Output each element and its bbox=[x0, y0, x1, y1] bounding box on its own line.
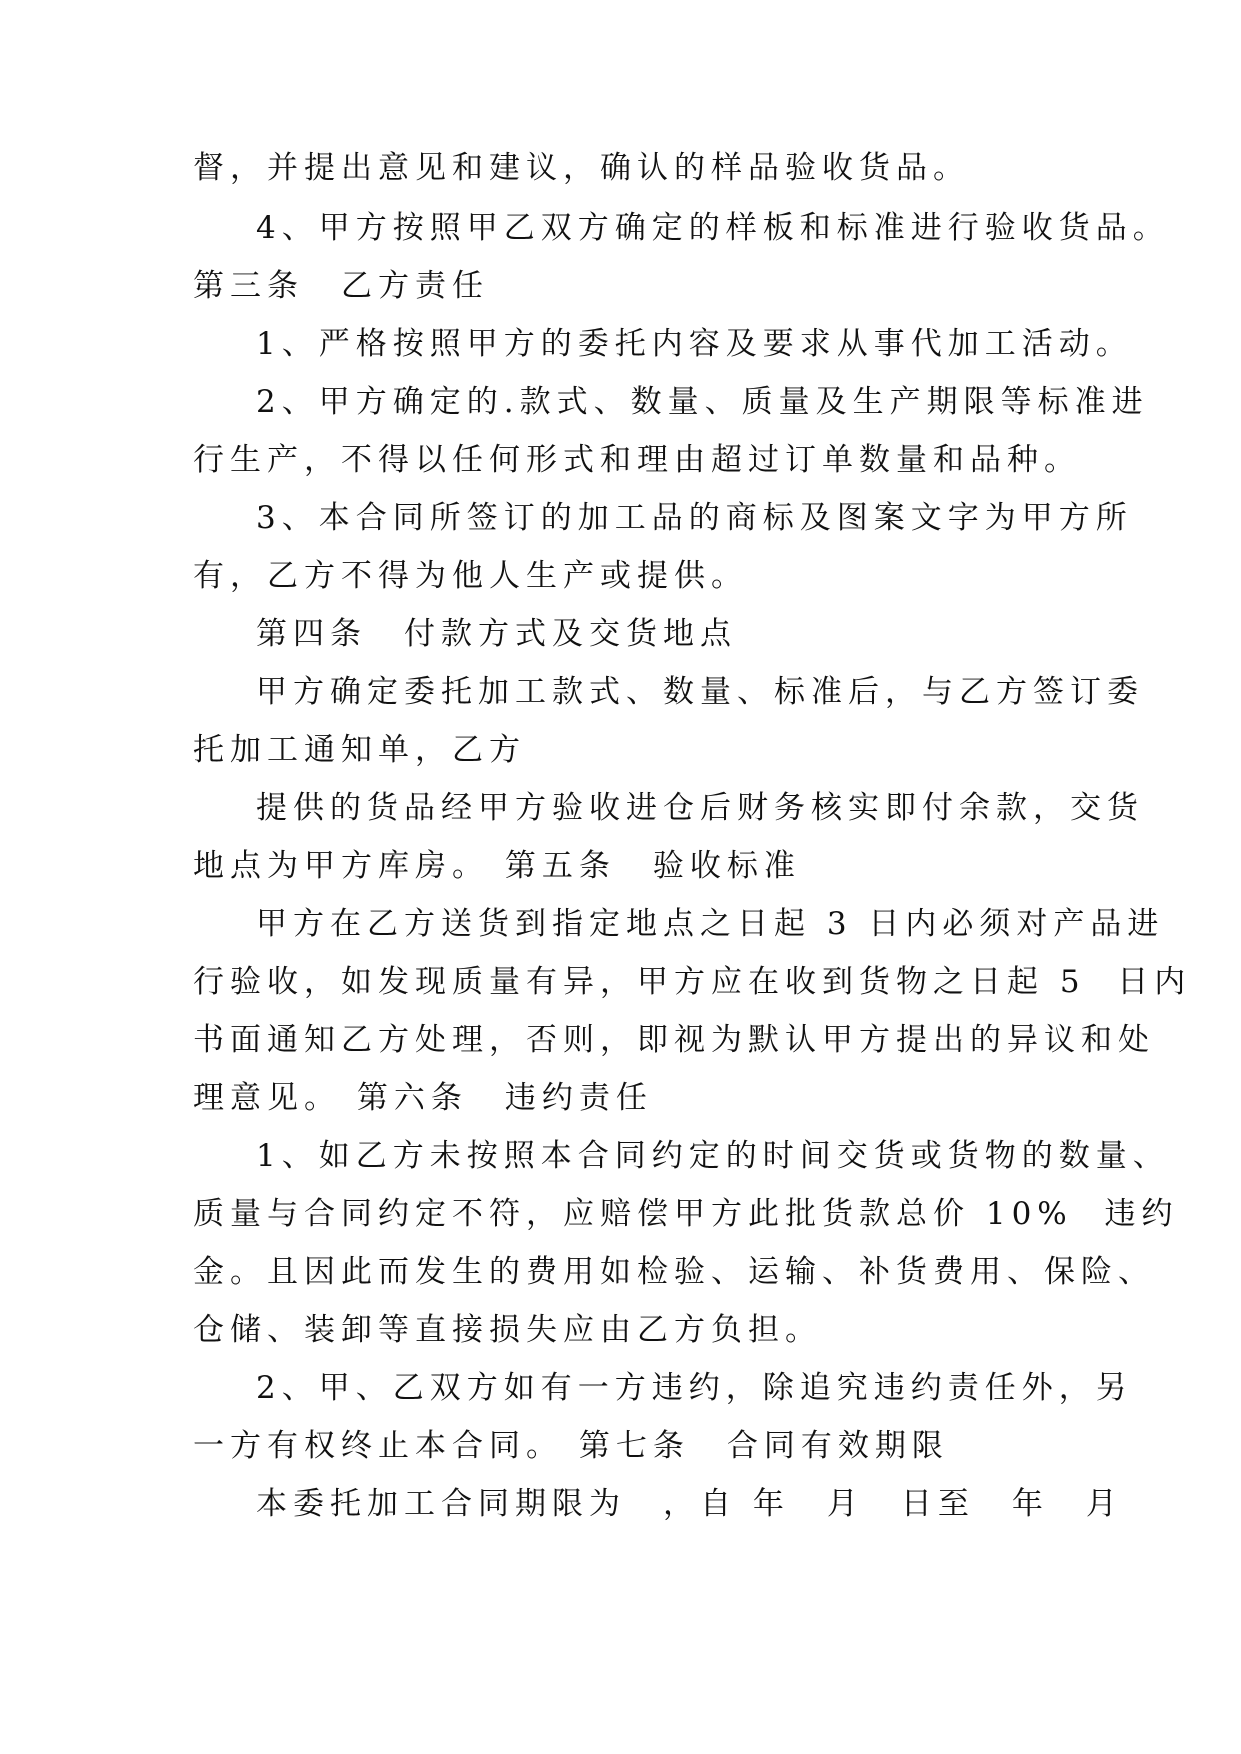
text-line: 理意见。 第六条 违约责任 bbox=[193, 1080, 653, 1116]
text-line: 督，并提出意见和建议，确认的样品验收货品。 bbox=[193, 150, 970, 186]
text-line: 有，乙方不得为他人生产或提供。 bbox=[193, 558, 748, 594]
text-line: 提供的货品经甲方验收进仓后财务核实即付余款，交货 bbox=[256, 790, 1144, 826]
text-line: 地点为甲方库房。 第五条 验收标准 bbox=[193, 848, 801, 884]
text-line: 托加工通知单，乙方 bbox=[193, 732, 526, 768]
text-line: 1、严格按照甲方的委托内容及要求从事代加工活动。 bbox=[256, 326, 1133, 362]
text-line: 仓储、装卸等直接损失应由乙方负担。 bbox=[193, 1312, 822, 1348]
text-line: 3、本合同所签订的加工品的商标及图案文字为甲方所 bbox=[256, 500, 1133, 536]
text-line: 本委托加工合同期限为 ，自 年 月 日至 年 月 bbox=[256, 1486, 1123, 1522]
text-line: 甲方在乙方送货到指定地点之日起 3 日内必须对产品进 bbox=[256, 906, 1165, 942]
text-line: 行生产，不得以任何形式和理由超过订单数量和品种。 bbox=[193, 442, 1081, 478]
text-line: 2、甲方确定的.款式、数量、质量及生产期限等标准进 bbox=[256, 384, 1149, 420]
text-line: 一方有权终止本合同。 第七条 合同有效期限 bbox=[193, 1428, 949, 1464]
text-line: 甲方确定委托加工款式、数量、标准后，与乙方签订委 bbox=[256, 674, 1144, 710]
text-line: 2、甲、乙双方如有一方违约，除追究违约责任外，另 bbox=[256, 1370, 1133, 1406]
text-line: 行验收，如发现质量有异，甲方应在收到货物之日起 5 日内 bbox=[193, 964, 1192, 1000]
section-heading: 第三条 乙方责任 bbox=[193, 268, 489, 304]
text-line: 质量与合同约定不符，应赔偿甲方此批货款总价 10% 违约 bbox=[193, 1196, 1179, 1232]
text-line: 4、甲方按照甲乙双方确定的样板和标准进行验收货品。 bbox=[256, 210, 1170, 246]
text-line: 1、如乙方未按照本合同约定的时间交货或货物的数量、 bbox=[256, 1138, 1170, 1174]
section-heading: 第四条 付款方式及交货地点 bbox=[256, 616, 737, 652]
text-line: 书面通知乙方处理，否则，即视为默认甲方提出的异议和处 bbox=[193, 1022, 1155, 1058]
text-line: 金。且因此而发生的费用如检验、运输、补货费用、保险、 bbox=[193, 1254, 1155, 1290]
